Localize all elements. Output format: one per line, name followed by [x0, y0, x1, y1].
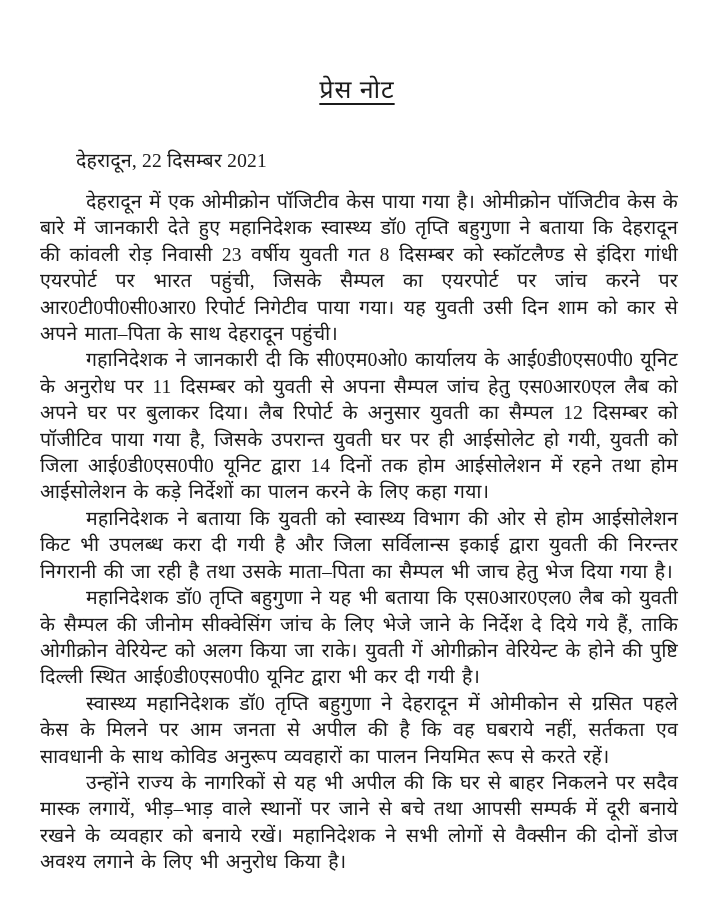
page-title-text: प्रेस नोट — [319, 77, 395, 104]
document-body — [40, 190, 678, 877]
dateline: देहरादून, 22 दिसम्बर 2021 — [76, 151, 267, 172]
page-title — [0, 72, 714, 106]
paragraph-3: महानिदेशक ने बताया कि युवती को स्वास्थ्य विभाग की ओर से होम आईसोलेशन किट भी उपलब्ध करा दी गयी है और जिला सर्विलान्स इकाई द्वारा युवती की निरन्तर निगरानी की जा रही है तथा उसके माता–पिता का सैम्पल भी जाच हेतु भेज दिया गया है। — [40, 508, 678, 583]
paragraph-2: गहानिदेशक ने जानकारी दी कि सी0एम0ओ0 कार्यालय के आई0डी0एस0पी0 यूनिट के अनुरोध पर 11 दिसम्बर को युवती से अपना सैम्पल जांच हेतु एस0आर0एल लैब को अपने घर पर बुलाकर दिया। लैब रिपोर्ट के अनुसार युवती का सैम्पल 12 दिसम्बर को पॉजीटिव पाया गया है, जिसके उपरान्त युवती घर पर ही आईसोलेट हो गयी, युवती को जिला आई0डी0एस0पी0 यूनिट द्वारा 14 दिनों तक होम आईसोलेशन में रहने तथा होम आईसोलेशन के कड़े निर्देशों का पालन करने के लिए कहा गया। — [40, 350, 678, 504]
paragraph-5: स्वास्थ्य महानिदेशक डॉ0 तृप्ति बहुगुणा ने देहरादून में ओमीकोन से ग्रसित पहले केस के मिलने पर आम जनता से अपील की है कि वह घबराये नहीं, सर्तकता एव सावधानी के साथ कोविड अनुरूप व्यवहारों का पालन नियमित रूप से करते रहें। — [40, 693, 678, 768]
paragraph-6: उन्होंने राज्य के नागरिकों से यह भी अपील की कि घर से बाहर निकलने पर सदैव मास्क लगायें, भीड़–भाड़ वाले स्थानों पर जाने से बचे तथा आपसी सम्पर्क में दूरी बनाये रखने के व्यवहार को बनाये रखें। महानिदेशक ने सभी लोगों से वैक्सीन की दोनों डोज अवश्य लगाने के लिए भी अनुरोध किया है। — [40, 772, 678, 874]
paragraph-1: देहरादून में एक ओमीक्रोन पॉजिटीव केस पाया गया है। ओमीक्रोन पॉजिटीव केस के बारे में जानकारी देते हुए महानिदेशक स्वास्थ्य डॉ0 तृप्ति बहुगुणा ने बताया कि देहरादून की कांवली रोड़ निवासी 23 वर्षीय युवती गत 8 दिसम्बर को स्कॉटलैण्ड से इंदिरा गांधी एयरपोर्ट पर भारत पहुंची, जिसके सैम्पल का एयरपोर्ट पर जांच करने पर आर0टी0पी0सी0आर0 रिपोर्ट निगेटीव पाया गया। यह युवती उसी दिन शाम को कार से अपने माता–पिता के साथ देहरादून पहुंची। — [40, 192, 678, 346]
paragraph-4: महानिदेशक डॉ0 तृप्ति बहुगुणा ने यह भी बताया कि एस0आर0एल0 लैब को युवती के सैम्पल की जीनोम सीक्वेसिंग जांच के लिए भेजे जाने के निर्देश दे दिये गये हैं, ताकि ओगीक्रोन वेरियेन्ट को अलग किया जा राके। युवती गें ओगीक्रोन वेरियेन्ट के होने की पुष्टि दिल्ली स्थित आई0डी0एस0पी0 यूनिट द्वारा भी कर दी गयी है। — [40, 588, 678, 689]
